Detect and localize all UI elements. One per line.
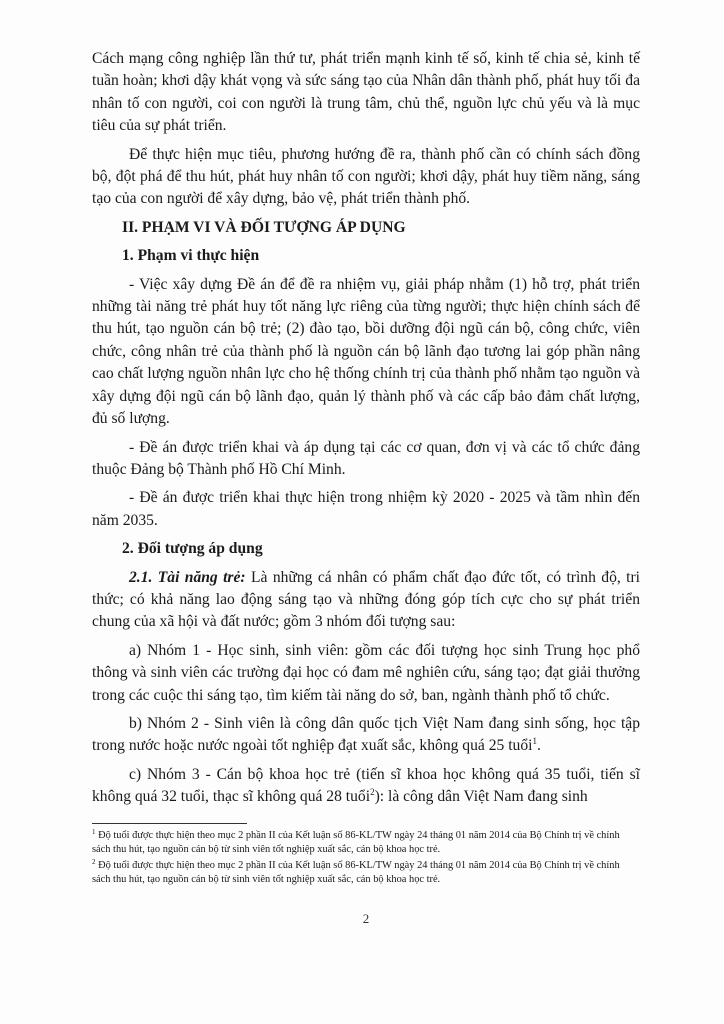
footnote-2-mark: 2 [92,857,96,866]
group-3-text-b: ): là công dân Việt Nam đang sinh [374,788,588,806]
paragraph-young-talent [92,567,640,634]
paragraph-scope-1: - Việc xây dựng Đề án để đề ra nhiệm vụ, giải pháp nhằm (1) hỗ trợ, phát triển những tài năng trẻ phát huy tốt năng lực riêng của từng người; thực hiện chính sách để thu hút, tạo nguồn cán bộ trẻ; (2) đào tạo, bồi dưỡng đội ngũ cán bộ, công chức, viên chức, công nhân trẻ của thành phố là nguồn cán bộ lãnh đạo tương lai góp phần nâng cao chất lượng nguồn nhân lực cho hệ thống chính trị của thành phố nhằm tạo nguồn và xây dựng đội ngũ cán bộ lãnh đạo, quản lý thành phố và các cấp bảo đảm chất lượng, đủ số lượng. [92,275,640,428]
page-number: 2 [362,910,370,926]
group-2-end: . [536,737,541,755]
paragraph-group-1: a) Nhóm 1 - Học sinh, sinh viên: gồm các đối tượng học sinh Trung học phổ thông và sinh viên các trường đại học có đam mê nghiên cứu, sáng tạo; đạt giải thưởng trong các cuộc thi sáng tạo, tìm kiếm tài năng do sở, ban, ngành thành phố tổ chức. [92,641,640,704]
footnote-1 [92,829,640,857]
subsection-heading-scope: 1. Phạm vi thực hiện [122,247,260,265]
group-3-text-a: c) Nhóm 3 - Cán bộ khoa học trẻ (tiến sĩ khoa học không quá 35 tuổi, tiến sĩ không quá 32 tuổi, thạc sĩ không quá 28 tuổi [92,765,640,806]
young-talent-label: 2.1. Tài năng trẻ: [129,568,246,586]
paragraph-scope-2: - Đề án được triển khai và áp dụng tại các cơ quan, đơn vị và các tổ chức đảng thuộc Đảng bộ Thành phố Hồ Chí Minh. [92,438,640,478]
footnotes [92,829,640,887]
paragraph-group-2 [92,713,640,758]
young-talent-text: Là những cá nhân có phẩm chất đạo đức tốt, có trình độ, tri thức; có khả năng lao động sáng tạo và những đóng góp tích cực cho sự phát triển chung của xã hội và đất nước; gồm 3 nhóm đối tượng sau: [92,568,640,631]
document-body [92,48,640,809]
footnote-divider [92,823,247,824]
footnote-2-text: Độ tuổi được thực hiện theo mục 2 phần II của Kết luận số 86-KL/TW ngày 24 tháng 01 năm 2014 của Bộ Chính trị về chính sách thu hút, tạo nguồn cán bộ từ sinh viên tốt nghiệp xuất sắc, cán bộ khoa học trẻ. [92,859,620,885]
footnote-ref-1[interactable]: 1 [532,736,537,747]
footnote-2 [92,859,640,887]
group-2-text: b) Nhóm 2 - Sinh viên là công dân quốc tịch Việt Nam đang sinh sống, học tập trong nước hoặc nước ngoài tốt nghiệp đạt xuất sắc, không quá 25 tuổi [92,714,640,755]
footnote-ref-2[interactable]: 2 [370,787,375,798]
subsection-heading-subjects: 2. Đối tượng áp dụng [122,540,263,558]
paragraph-group-3 [92,764,640,809]
paragraph-policy: Để thực hiện mục tiêu, phương hướng đề ra, thành phố cần có chính sách đồng bộ, đột phá để thu hút, phát huy nhân tố con người; khơi dậy, phát huy tiềm năng, sáng tạo của con người để xây dựng, bảo vệ, phát triển thành phố. [92,145,640,208]
section-heading: II. PHẠM VI VÀ ĐỐI TƯỢNG ÁP DỤNG [122,218,406,236]
paragraph-continuation: Cách mạng công nghiệp lần thứ tư, phát triển mạnh kinh tế số, kinh tế chia sẻ, kinh tế tuần hoàn; khơi dậy khát vọng và sức sáng tạo của Nhân dân thành phố, phát huy tối đa nhân tố con người, coi con người là trung tâm, chủ thể, nguồn lực chủ yếu và là mục tiêu của sự phát triển. [92,50,640,135]
paragraph-scope-3: - Đề án được triển khai thực hiện trong nhiệm kỳ 2020 - 2025 và tầm nhìn đến năm 2035. [92,489,640,529]
footnote-1-text: Độ tuổi được thực hiện theo mục 2 phần II của Kết luận số 86-KL/TW ngày 24 tháng 01 năm 2014 của Bộ Chính trị về chính sách thu hút, tạo nguồn cán bộ từ sinh viên tốt nghiệp xuất sắc, cán bộ khoa học trẻ. [92,829,620,855]
footnote-1-mark: 1 [92,827,96,836]
